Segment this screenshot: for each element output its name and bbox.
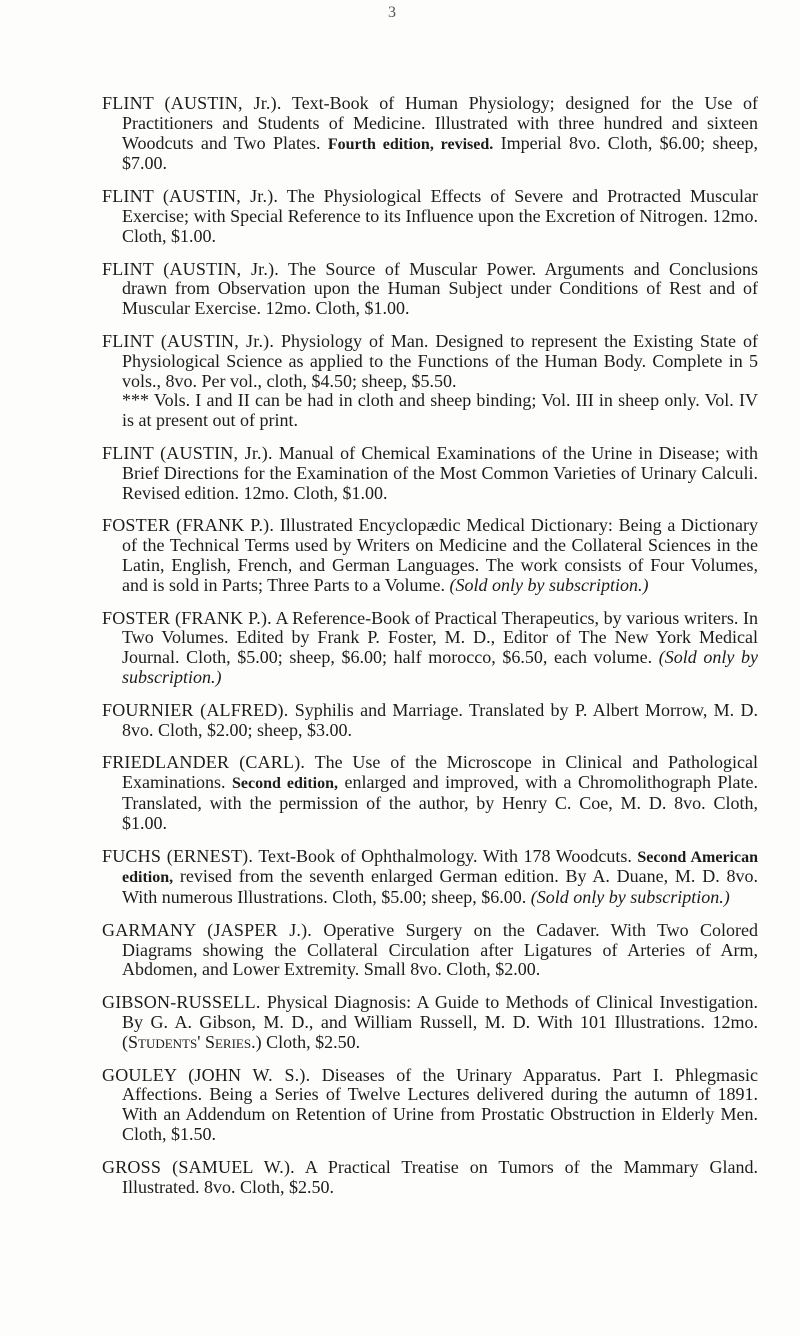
entry-text: Text-Book of Human Physiology; designed for the Use of Practitioners and Students of Medicine. Illustrated with three hundred and sixteen Woodcuts and Two Plates.: [122, 93, 758, 153]
entry-heading: GIBSON-RUSSELL.: [102, 992, 261, 1013]
entry-text: Syphilis and Marriage. Translated by P. Albert Morrow, M. D. 8vo. Cloth, $2.00; sheep, $3.00.: [122, 699, 758, 740]
entry-text: A Practical Treatise on Tumors of the Mammary Gland. Illustrated. 8vo. Cloth, $2.50.: [122, 1156, 758, 1197]
entry-heading: GARMANY (JASPER J.).: [102, 919, 312, 940]
page-number: 3: [388, 4, 396, 21]
catalog-entry: [102, 187, 758, 246]
entry-text: Physical Diagnosis: A Guide to Methods of Clinical Investigation. By G. A. Gibson, M. D., and William Russell, M. D. With 101 Illustrations. 12mo. (: [122, 992, 758, 1052]
edition-note: Second edition,: [231, 775, 338, 793]
entry-heading: FRIEDLANDER (CARL).: [102, 752, 306, 773]
entry-heading: FLINT (AUSTIN, Jr.).: [102, 93, 282, 113]
entry-heading: FLINT (AUSTIN, Jr.).: [102, 330, 275, 351]
catalog-entry: [102, 516, 758, 595]
catalog-entry: [102, 260, 758, 319]
catalog-entry: [102, 701, 758, 741]
entry-text-continued: revised from the seventh enlarged German edition. By A. Duane, M. D. 8vo. With numerous Illustrations. Cloth, $5.00; sheep, $6.00.: [122, 866, 758, 908]
entry-text: The Physiological Effects of Severe and Protracted Muscular Exercise; with Special Reference to its Influence upon the Excretion of Nitrogen. 12mo. Cloth, $1.00.: [122, 186, 758, 246]
catalog-entry: [102, 1158, 758, 1198]
catalog-list: [102, 94, 758, 1210]
entry-text: Text-Book of Ophthalmology. With 178 Woodcuts.: [253, 845, 638, 866]
entry-text: A Reference-Book of Practical Therapeutics, by various writers. In Two Volumes. Edited by Frank P. Foster, M. D., Editor of The New York Medical Journal. Cloth, $5.00; sheep, $6.00; half morocco, $6.50, each volume.: [122, 607, 758, 668]
entry-heading: FOSTER (FRANK P.).: [102, 515, 275, 536]
entry-text: Illustrated Encyclopædic Medical Dictionary: Being a Dictionary of the Technical Terms used by Writers on Medicine and the Collateral Sciences in the Latin, English, French, and German Languages. The work consists of Four Volumes, and is sold in Parts; Three Parts to a Volume.: [122, 515, 759, 595]
entry-heading: GROSS (SAMUEL W.).: [102, 1156, 295, 1177]
series-name: Students' Series.: [128, 1031, 256, 1052]
entry-text: Manual of Chemical Examinations of the Urine in Disease; with Brief Directions for the Examination of the Most Common Varieties of Urinary Calculi. Revised edition. 12mo. Cloth, $1.00.: [122, 442, 758, 503]
entry-heading: FUCHS (ERNEST).: [102, 845, 254, 866]
catalog-entry: [102, 332, 758, 431]
entry-text: The Source of Muscular Power. Arguments and Conclusions drawn from Observation upon the Human Subject under Conditions of Rest and of Muscular Exercise. 12mo. Cloth, $1.00.: [122, 258, 758, 319]
catalog-entry: [102, 753, 758, 833]
catalog-entry: [102, 921, 758, 980]
edition-note: Fourth edition, revised.: [327, 135, 494, 153]
subscription-note: (Sold only by subscription.): [449, 574, 649, 595]
subscription-note: (Sold only by subscription.): [122, 647, 758, 687]
subscription-note: (Sold only by subscription.): [530, 887, 730, 908]
entry-heading: FLINT (AUSTIN, Jr.).: [102, 258, 279, 279]
catalog-entry: [102, 1066, 758, 1145]
entry-text: Diseases of the Urinary Apparatus. Part I. Phlegmasic Affections. Being a Series of Twelve Lectures delivered during the autumn of 1891. With an Addendum on Retention of Urine from Prostatic Obstruction in Elderly Men. Cloth, $1.50.: [122, 1064, 758, 1145]
catalog-entry: [102, 444, 758, 503]
catalog-entry: [102, 847, 758, 908]
entry-text: Physiology of Man. Designed to represent the Existing State of Physiological Science as applied to the Functions of the Human Body. Complete in 5 vols., 8vo. Per vol., cloth, $4.50; sheep, $5.50.: [122, 330, 758, 391]
entry-heading: FOSTER (FRANK P.).: [102, 607, 272, 628]
entry-text-continued: enlarged and improved, with a Chromolithograph Plate. Translated, with the permission of the author, by Henry C. Coe, M. D. 8vo. Cloth, $1.00.: [122, 772, 759, 833]
entry-heading: GOULEY (JOHN W. S.).: [102, 1064, 311, 1085]
entry-text-continued: Imperial 8vo. Cloth, $6.00; sheep, $7.00.: [122, 132, 759, 174]
entry-heading: FLINT (AUSTIN, Jr.).: [102, 442, 273, 463]
edition-note: Second American edition,: [122, 848, 758, 887]
catalog-entry: [102, 609, 758, 688]
entry-heading: FLINT (AUSTIN, Jr.).: [102, 186, 279, 207]
entry-text: The Use of the Microscope in Clinical and Pathological Examinations.: [122, 752, 758, 793]
entry-text: Operative Surgery on the Cadaver. With Two Colored Diagrams showing the Collateral Circulation after Ligatures of Arteries of Arm, Abdomen, and Lower Extremity. Small 8vo. Cloth, $2.00.: [122, 919, 758, 980]
entry-text-continued: ) Cloth, $2.50.: [255, 1031, 361, 1052]
entry-note: *** Vols. I and II can be had in cloth and sheep binding; Vol. III in sheep only. Vol. IV is at present out of print.: [122, 390, 758, 431]
entry-heading: FOURNIER (ALFRED).: [102, 699, 289, 720]
catalog-entry: [102, 993, 758, 1052]
catalog-entry: [102, 94, 758, 174]
